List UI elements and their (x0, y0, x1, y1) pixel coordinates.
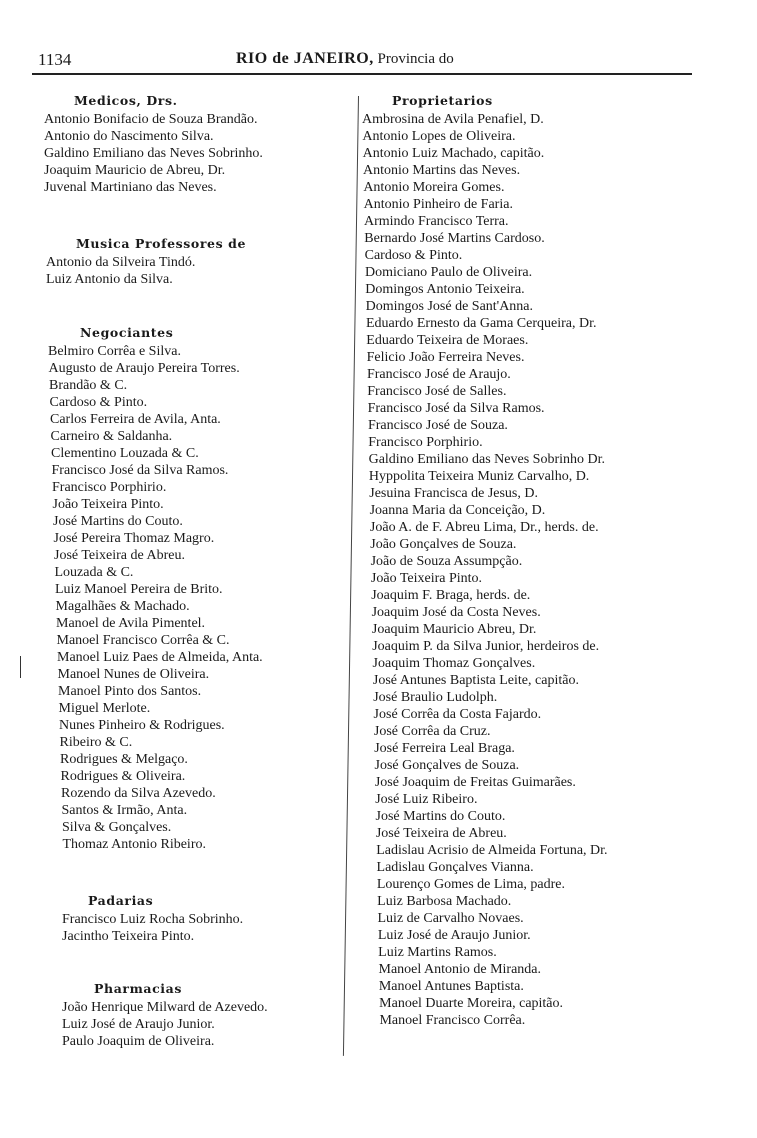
list-item: Manoel de Avila Pimentel. (56, 616, 206, 631)
list-item: Eduardo Teixeira de Moraes. (366, 333, 529, 348)
list-item: Jesuina Francisca de Jesus, D. (369, 486, 538, 501)
list-item: Antonio da Silveira Tindó. (46, 255, 196, 270)
list-item: José Braulio Ludolph. (373, 690, 498, 705)
list-item: Cardoso & Pinto. (364, 248, 463, 263)
list-item: Francisco José de Salles. (367, 384, 507, 399)
list-item: Magalhães & Machado. (55, 599, 190, 614)
list-item: Antonio Martins das Neves. (362, 163, 521, 178)
section-proprietarios (362, 93, 608, 1029)
section-heading: Medicos, Drs. (74, 93, 178, 108)
list-item: Francisco José de Souza. (367, 418, 508, 433)
list-item: Luiz de Carvalho Novaes. (377, 911, 524, 926)
list-item: Lourenço Gomes de Lima, padre. (376, 877, 565, 892)
section-negociantes (48, 325, 263, 853)
list-item: José Martins do Couto. (53, 514, 183, 529)
list-item: Manoel Duarte Moreira, capitão. (379, 996, 564, 1011)
list-item: Brandão & C. (49, 378, 128, 393)
list-item: Antonio Moreira Gomes. (363, 180, 505, 195)
list-item: José Ferreira Leal Braga. (374, 741, 515, 756)
list-item: Ladislau Gonçalves Vianna. (376, 860, 534, 875)
list-item: Clementino Louzada & C. (51, 446, 199, 461)
list-item: Rodrigues & Melgaço. (60, 752, 188, 767)
list-item: Manoel Pinto dos Santos. (58, 684, 202, 699)
margin-mark (20, 656, 21, 678)
list-item: Luiz Antonio da Silva. (46, 272, 173, 287)
list-item: Joaquim P. da Silva Junior, herdeiros de. (372, 639, 600, 654)
list-item: José Teixeira de Abreu. (375, 826, 507, 841)
section-heading: Negociantes (80, 325, 174, 340)
list-item: Antonio Luiz Machado, capitão. (362, 146, 545, 161)
list-item: Manoel Luiz Paes de Almeida, Anta. (57, 650, 263, 665)
list-item: Domingos Antonio Teixeira. (365, 282, 525, 297)
list-item: Jacintho Teixeira Pinto. (62, 929, 195, 944)
list-item: Manoel Francisco Corrêa. (379, 1013, 526, 1028)
section-heading: Pharmacias (94, 981, 182, 996)
list-item: Ambrosina de Avila Penafiel, D. (362, 112, 544, 127)
list-item: João Gonçalves de Souza. (370, 537, 517, 552)
list-item: Belmiro Corrêa e Silva. (48, 344, 181, 359)
list-item: Thomaz Antonio Ribeiro. (62, 837, 206, 852)
list-item: José Martins do Couto. (375, 809, 506, 824)
list-item: Francisco Porphirio. (368, 435, 483, 450)
list-item: Rodrigues & Oliveira. (60, 769, 186, 784)
list-item: José Corrêa da Cruz. (373, 724, 491, 739)
list-item: José Gonçalves de Souza. (374, 758, 520, 773)
list-item: Antonio Pinheiro de Faria. (363, 197, 513, 212)
list-item: Ribeiro & C. (59, 735, 133, 750)
list-item: Manoel Nunes de Oliveira. (57, 667, 210, 682)
list-item: José Luiz Ribeiro. (375, 792, 478, 807)
list-item: Carlos Ferreira de Avila, Anta. (50, 412, 221, 427)
list-item: Francisco José da Silva Ramos. (51, 463, 229, 478)
list-item: Carneiro & Saldanha. (50, 429, 173, 444)
list-item: Galdino Emiliano das Neves Sobrinho. (44, 146, 263, 161)
list-item: Hyppolita Teixeira Muniz Carvalho, D. (368, 469, 590, 484)
list-item: Louzada & C. (54, 565, 134, 580)
title-rest: Provincia do (373, 51, 454, 67)
list-item: João Henrique Milward de Azevedo. (62, 1000, 268, 1015)
list-item: Armindo Francisco Terra. (363, 214, 509, 229)
list-item: Joaquim José da Costa Neves. (371, 605, 541, 620)
list-item: Luiz Martins Ramos. (378, 945, 497, 960)
section-heading: Musica Professores de (76, 236, 247, 251)
list-item: Antonio do Nascimento Silva. (44, 129, 214, 144)
list-item: Rozendo da Silva Azevedo. (61, 786, 216, 801)
title-bold: RIO de JANEIRO, (236, 50, 374, 67)
page-title (236, 50, 454, 68)
list-item: Ladislau Acrisio de Almeida Fortuna, Dr. (376, 843, 608, 858)
list-item: Joaquim Thomaz Gonçalves. (372, 656, 536, 671)
list-item: Francisco Luiz Rocha Sobrinho. (62, 912, 244, 927)
list-item: Francisco José da Silva Ramos. (367, 401, 545, 416)
section-padarias (62, 893, 243, 945)
list-item: Joaquim Mauricio de Abreu, Dr. (44, 163, 226, 178)
list-item: Miguel Merlote. (58, 701, 151, 716)
list-item: Luiz José de Araujo Junior. (377, 928, 531, 943)
list-item: Luiz Barbosa Machado. (377, 894, 512, 909)
list-item: Domiciano Paulo de Oliveira. (364, 265, 533, 280)
list-item: Domingos José de Sant'Anna. (365, 299, 534, 314)
list-item: Joanna Maria da Conceição, D. (369, 503, 546, 518)
list-item: José Corrêa da Costa Fajardo. (373, 707, 542, 722)
list-item: João Teixeira Pinto. (52, 497, 164, 512)
list-item: Augusto de Araujo Pereira Torres. (48, 361, 240, 376)
section-medicos (44, 93, 263, 196)
list-item: João A. de F. Abreu Lima, Dr., herds. de. (369, 520, 599, 535)
list-item: Antonio Bonifacio de Souza Brandão. (44, 112, 258, 127)
list-item: José Pereira Thomaz Magro. (53, 531, 215, 546)
list-item: Silva & Gonçalves. (62, 820, 172, 835)
list-item: Francisco José de Araujo. (366, 367, 511, 382)
list-item: Bernardo José Martins Cardoso. (364, 231, 545, 246)
list-item: Luiz Manoel Pereira de Brito. (55, 582, 223, 597)
list-item: José Joaquim de Freitas Guimarães. (374, 775, 576, 790)
section-heading: Proprietarios (392, 93, 493, 108)
list-item: Juvenal Martiniano das Neves. (44, 180, 217, 195)
list-item: João de Souza Assumpção. (370, 554, 523, 569)
list-item: Galdino Emiliano das Neves Sobrinho Dr. (368, 452, 606, 467)
list-item: Manoel Antunes Baptista. (378, 979, 524, 994)
list-item: Paulo Joaquim de Oliveira. (62, 1034, 215, 1049)
list-item: Manoel Antonio de Miranda. (378, 962, 542, 977)
list-item: Manoel Francisco Corrêa & C. (56, 633, 230, 648)
list-item: Eduardo Ernesto da Gama Cerqueira, Dr. (365, 316, 597, 331)
list-item: Santos & Irmão, Anta. (61, 803, 188, 818)
list-item: Francisco Porphirio. (52, 480, 167, 495)
list-item: Cardoso & Pinto. (49, 395, 148, 410)
list-item: Nunes Pinheiro & Rodrigues. (59, 718, 225, 733)
section-heading: Padarias (88, 893, 154, 908)
header-rule (32, 73, 692, 75)
list-item: José Antunes Baptista Leite, capitão. (372, 673, 579, 688)
list-item: Felicio João Ferreira Neves. (366, 350, 525, 365)
section-musica (46, 236, 246, 288)
list-item: José Teixeira de Abreu. (54, 548, 185, 563)
list-item: Joaquim F. Braga, herds. de. (371, 588, 531, 603)
list-item: Luiz José de Araujo Junior. (62, 1017, 215, 1032)
section-pharmacias (62, 981, 268, 1050)
column-divider (343, 96, 359, 1056)
list-item: Antonio Lopes de Oliveira. (362, 129, 516, 144)
list-item: João Teixeira Pinto. (370, 571, 483, 586)
page-number: 1134 (38, 50, 72, 69)
list-item: Joaquim Mauricio Abreu, Dr. (371, 622, 537, 637)
